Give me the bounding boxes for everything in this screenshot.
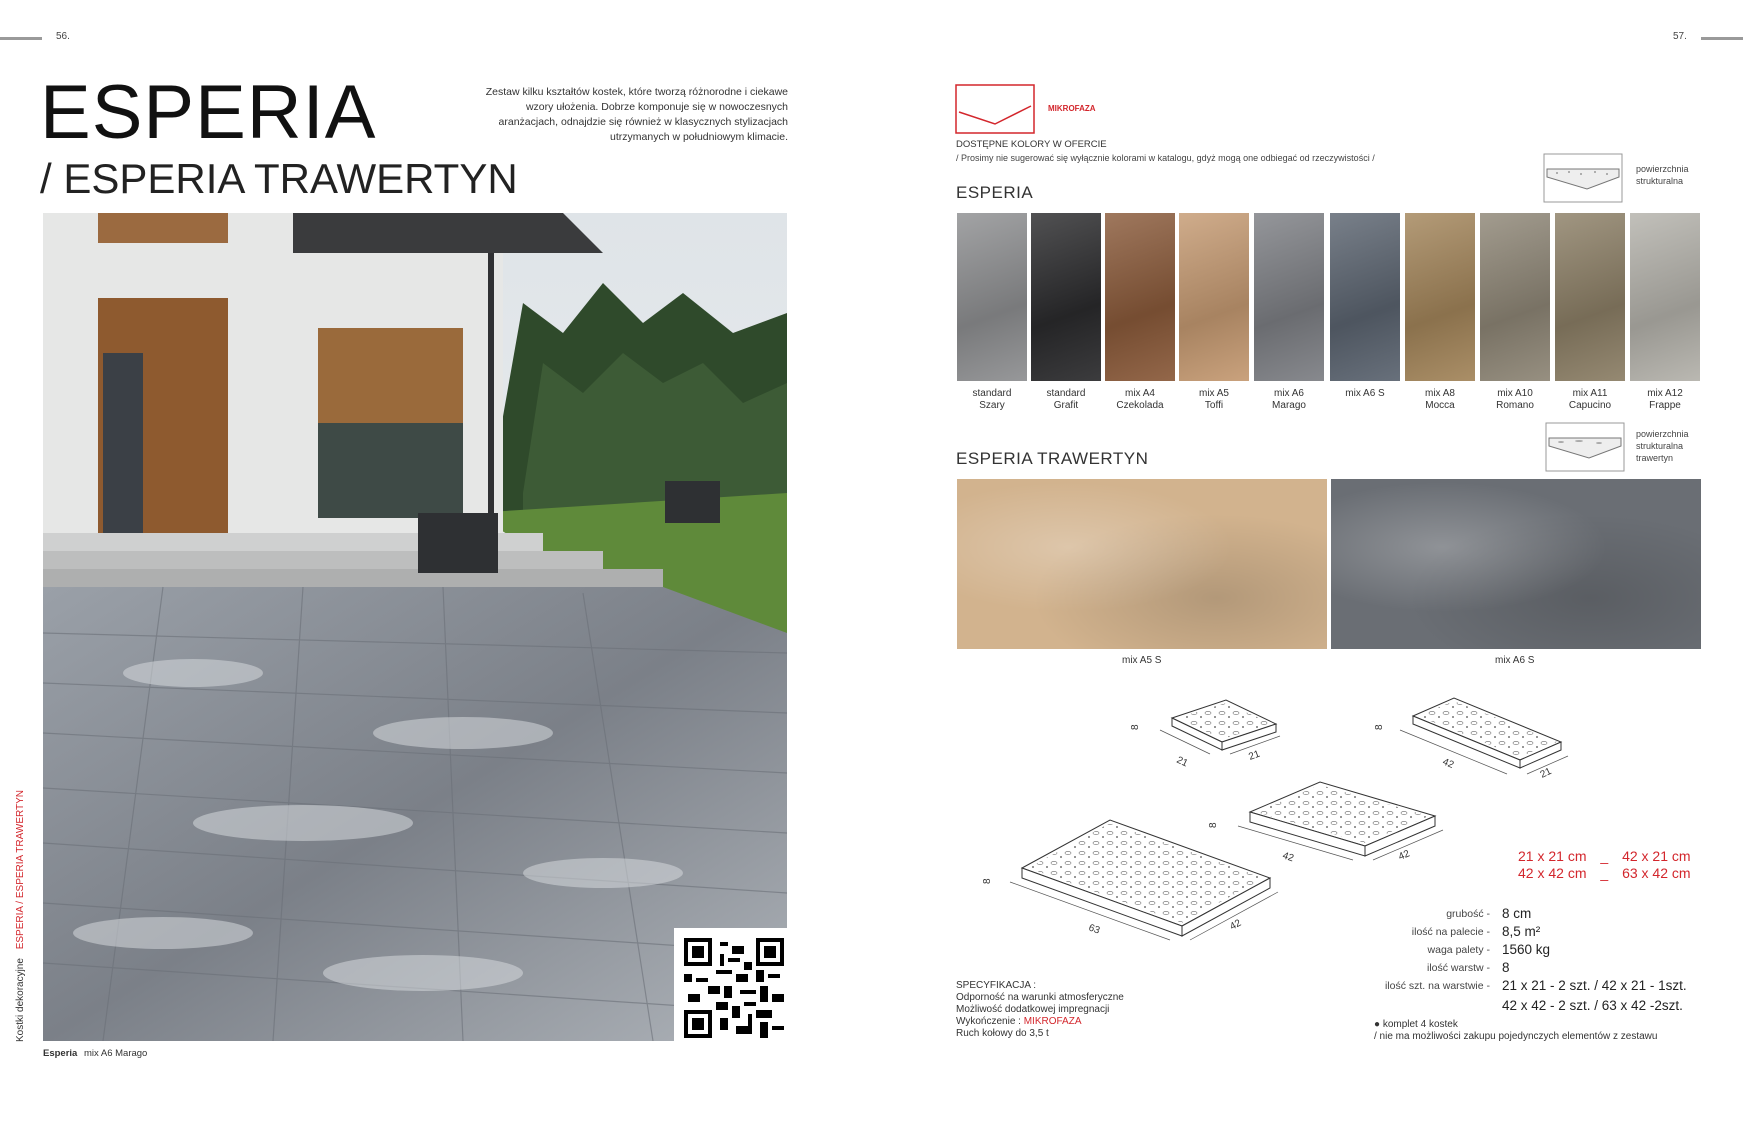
texture-sample[interactable] [957, 479, 1327, 649]
spec-notes-line: Możliwość dodatkowej impregnacji [956, 1004, 1110, 1015]
size-value: 21 x 21 cm [1518, 848, 1587, 864]
spec-value: 21 x 21 - 2 szt. / 42 x 21 - 1szt. [1502, 978, 1687, 993]
color-swatch[interactable] [1630, 213, 1700, 381]
qr-code-icon [684, 938, 784, 1038]
surface-note-line: trawertyn [1636, 453, 1674, 463]
spec-value: 8 cm [1502, 906, 1532, 921]
travertine-surface-icon [1545, 422, 1625, 472]
spec-notes-header: SPECYFIKACJA : [956, 980, 1037, 991]
dim-label: 42 [1397, 848, 1412, 863]
color-swatch[interactable] [1179, 213, 1249, 381]
texture-label: mix A5 S [1122, 655, 1162, 666]
finish-value: MIKROFAZA [1023, 1016, 1082, 1027]
set-note-bullet: ● komplet 4 kostek [1374, 1019, 1458, 1030]
caption-text: mix A6 Marago [83, 1048, 148, 1059]
sizes-block [1518, 848, 1691, 882]
dim-label: 8 [1208, 822, 1219, 828]
texture-sample[interactable] [1331, 479, 1701, 649]
product-photo [43, 213, 787, 1041]
specification-notes [956, 980, 1124, 1040]
spec-table [1300, 906, 1710, 1016]
swatch-label: standard Grafit [1046, 388, 1086, 411]
top-rule-right [1701, 37, 1743, 40]
swatch-label: mix A6 Marago [1272, 388, 1306, 411]
finish-badge-label: MIKROFAZA [1048, 104, 1096, 113]
page-number-left: 56. [56, 31, 70, 42]
intro-line: aranżacjach, odnajdzie się również w klasycznych stylizacjach [498, 116, 788, 128]
side-label [15, 790, 26, 1042]
surface-note-line: powierzchnia [1636, 429, 1689, 439]
size-value: 63 x 42 cm [1622, 865, 1691, 881]
size-separator: _ [1600, 865, 1609, 881]
spec-notes-line: Wykończenie : MIKROFAZA [956, 1016, 1082, 1027]
color-swatch[interactable] [1480, 213, 1550, 381]
size-separator: _ [1600, 848, 1609, 864]
size-value: 42 x 21 cm [1622, 848, 1691, 864]
mikrofaza-icon [955, 84, 1035, 134]
esperia-heading: ESPERIA [956, 183, 1034, 202]
page-subtitle: / ESPERIA TRAWERTYN [40, 155, 518, 202]
house-driveway-illustration [43, 213, 787, 1041]
spec-notes-line: Ruch kołowy do 3,5 t [956, 1028, 1049, 1039]
swatch-label: mix A10 Romano [1496, 388, 1534, 411]
trawertyn-heading: ESPERIA TRAWERTYN [956, 449, 1149, 468]
dim-label: 63 [1086, 922, 1102, 937]
sizes-row [1518, 848, 1691, 865]
spec-label: ilość warstw - [1426, 962, 1490, 974]
swatch-label: mix A12 Frappe [1647, 388, 1683, 411]
spec-label: grubość - [1446, 908, 1490, 920]
set-note-line: / nie ma możliwości zakupu pojedynczych elementów z zestawu [1374, 1031, 1658, 1042]
swatch-label: mix A6 S [1345, 388, 1385, 399]
dim-label: 21 [1247, 748, 1262, 763]
spec-value: 1560 kg [1502, 942, 1551, 957]
color-swatch[interactable] [1254, 213, 1324, 381]
dim-label: 21 [1538, 766, 1554, 781]
surface-note [1636, 163, 1689, 187]
spec-value: 8 [1502, 960, 1510, 975]
qr-code[interactable] [674, 928, 794, 1048]
photo-caption [43, 1048, 147, 1059]
surface-note-line: strukturalna [1636, 176, 1684, 186]
travertine-surface-note [1636, 428, 1689, 464]
color-swatch[interactable] [1031, 213, 1101, 381]
side-label-prefix: Kostki dekoracyjne [15, 958, 26, 1042]
spec-value: 8,5 m² [1502, 924, 1541, 939]
dim-label: 21 [1174, 754, 1190, 770]
swatch-label: mix A8 Mocca [1424, 388, 1455, 411]
spec-label: ilość szt. na warstwie - [1384, 980, 1490, 992]
top-rule-left [0, 37, 42, 40]
swatch-label: mix A11 Capucino [1568, 388, 1612, 411]
color-swatch[interactable] [957, 213, 1027, 381]
intro-line: wzory ułożenia. Dobrze komponuje się w nowoczesnych [525, 101, 788, 113]
color-swatch[interactable] [1405, 213, 1475, 381]
spec-notes-line: Odporność na warunki atmosferyczne [956, 992, 1124, 1003]
page-title: ESPERIA [40, 70, 377, 155]
caption-bold: Esperia [43, 1048, 78, 1059]
intro-line: Zestaw kilku kształtów kostek, które tworzą różnorodne i ciekawe [485, 86, 788, 98]
dim-label: 8 [982, 878, 993, 884]
available-colors-heading: DOSTĘPNE KOLORY W OFERCIE [956, 139, 1107, 150]
color-swatch[interactable] [1555, 213, 1625, 381]
page-number-right: 57. [1673, 31, 1687, 42]
structural-surface-icon [1543, 153, 1623, 203]
dim-label: 42 [1440, 756, 1456, 771]
texture-label: mix A6 S [1495, 655, 1535, 666]
color-disclaimer: / Prosimy nie sugerować się wyłącznie kolorami w katalogu, gdyż mogą one odbiegać od rzeczywistości / [956, 153, 1375, 163]
swatch-label: mix A5 Toffi [1198, 388, 1229, 411]
dim-label: 42 [1281, 850, 1296, 865]
intro-line: utrzymanych w południowym klimacie. [610, 131, 788, 143]
spec-value: 42 x 42 - 2 szt. / 63 x 42 -2szt. [1502, 998, 1683, 1013]
surface-note-line: strukturalna [1636, 441, 1684, 451]
set-note [1374, 1019, 1657, 1043]
spec-label: waga palety - [1427, 944, 1490, 956]
dim-label: 8 [1374, 724, 1385, 730]
dim-label: 8 [1130, 724, 1141, 730]
spec-label: ilość na palecie - [1411, 926, 1490, 938]
color-swatch[interactable] [1330, 213, 1400, 381]
side-label-accent: ESPERIA / ESPERIA TRAWERTYN [15, 789, 26, 950]
swatch-label: mix A4 Czekolada [1116, 388, 1164, 411]
swatch-label: standard Szary [972, 388, 1012, 411]
intro-text [438, 85, 788, 145]
sizes-row [1518, 865, 1691, 882]
size-value: 42 x 42 cm [1518, 865, 1587, 881]
dim-label: 42 [1228, 917, 1244, 933]
surface-note-line: powierzchnia [1636, 164, 1689, 174]
color-swatch[interactable] [1105, 213, 1175, 381]
